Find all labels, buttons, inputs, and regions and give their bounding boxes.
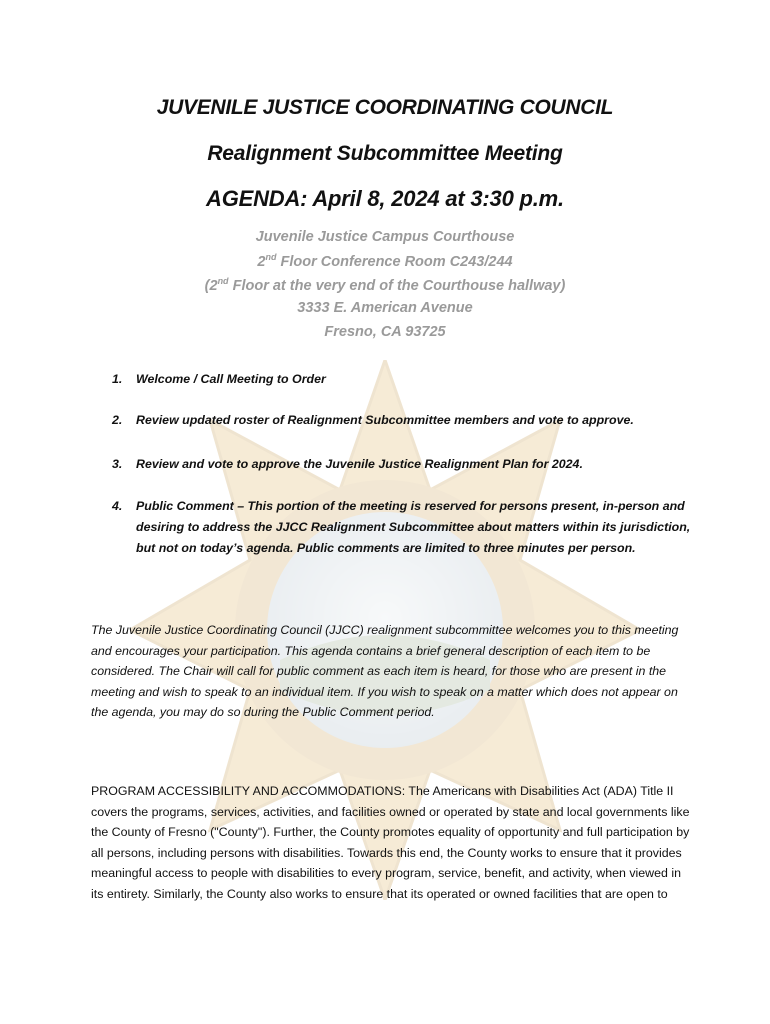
agenda-item-2 bbox=[112, 410, 692, 431]
location-room: 2nd Floor Conference Room C243/244 bbox=[257, 252, 513, 270]
location-street: 3333 E. American Avenue bbox=[297, 300, 473, 316]
meeting-subtitle: Realignment Subcommittee Meeting bbox=[207, 142, 563, 165]
agenda-item-number: 4. bbox=[112, 499, 123, 513]
agenda-item-text: Review and vote to approve the Juvenile Justice Realignment Plan for 2024. bbox=[136, 457, 583, 471]
welcome-paragraph: The Juvenile Justice Coordinating Council (JJCC) realignment subcommittee welcomes you to this meeting and encourages your participation. This agenda contains a brief general description of each item to be considered. The Chair will call for public comment as each item is heard, for those who are present in the meeting and wish to speak to an individual item. If you wish to speak on a matter which does not appear on the agenda, you may do so during the Public Comment period. bbox=[91, 623, 679, 719]
accessibility-paragraph: PROGRAM ACCESSIBILITY AND ACCOMMODATIONS: The Americans with Disabilities Act (ADA) Title II covers the programs, services, activities, and facilities owned or operated by state and local governments like the County of Fresno ("County"). Further, the County promotes equality of opportunity and full participation by all persons, including persons with disabilities. Towards this end, the County works to ensure that it provides meaningful access to people with disabilities to every program, service, benefit, and activity, when viewed in its entirety. Similarly, the County also works to ensure that its operated or owned facilities that are open to bbox=[91, 784, 690, 901]
location-building: Juvenile Justice Campus Courthouse bbox=[255, 229, 515, 245]
agenda-item-text: Public Comment – This portion of the meeting is reserved for persons present, in-person and desiring to address the JJCC Realignment Subcommittee about matters within its jurisdiction, but not on today’s agenda. Public comments are limited to three minutes per person. bbox=[136, 499, 691, 555]
agenda-item-text: Review updated roster of Realignment Subcommittee members and vote to approve. bbox=[136, 413, 634, 427]
agenda-item-number: 3. bbox=[112, 457, 123, 471]
location-note: (2nd Floor at the very end of the Courthouse hallway) bbox=[204, 276, 566, 294]
agenda-item-text: Welcome / Call Meeting to Order bbox=[136, 372, 326, 386]
council-title: JUVENILE JUSTICE COORDINATING COUNCIL bbox=[156, 96, 614, 119]
location-city: Fresno, CA 93725 bbox=[324, 324, 446, 340]
agenda-item-number: 2. bbox=[112, 413, 123, 427]
agenda-item-1 bbox=[112, 369, 692, 390]
agenda-item-4 bbox=[112, 496, 692, 559]
agenda-date: AGENDA: April 8, 2024 at 3:30 p.m. bbox=[206, 186, 564, 211]
agenda-item-3 bbox=[112, 454, 692, 475]
agenda-item-number: 1. bbox=[112, 372, 123, 386]
